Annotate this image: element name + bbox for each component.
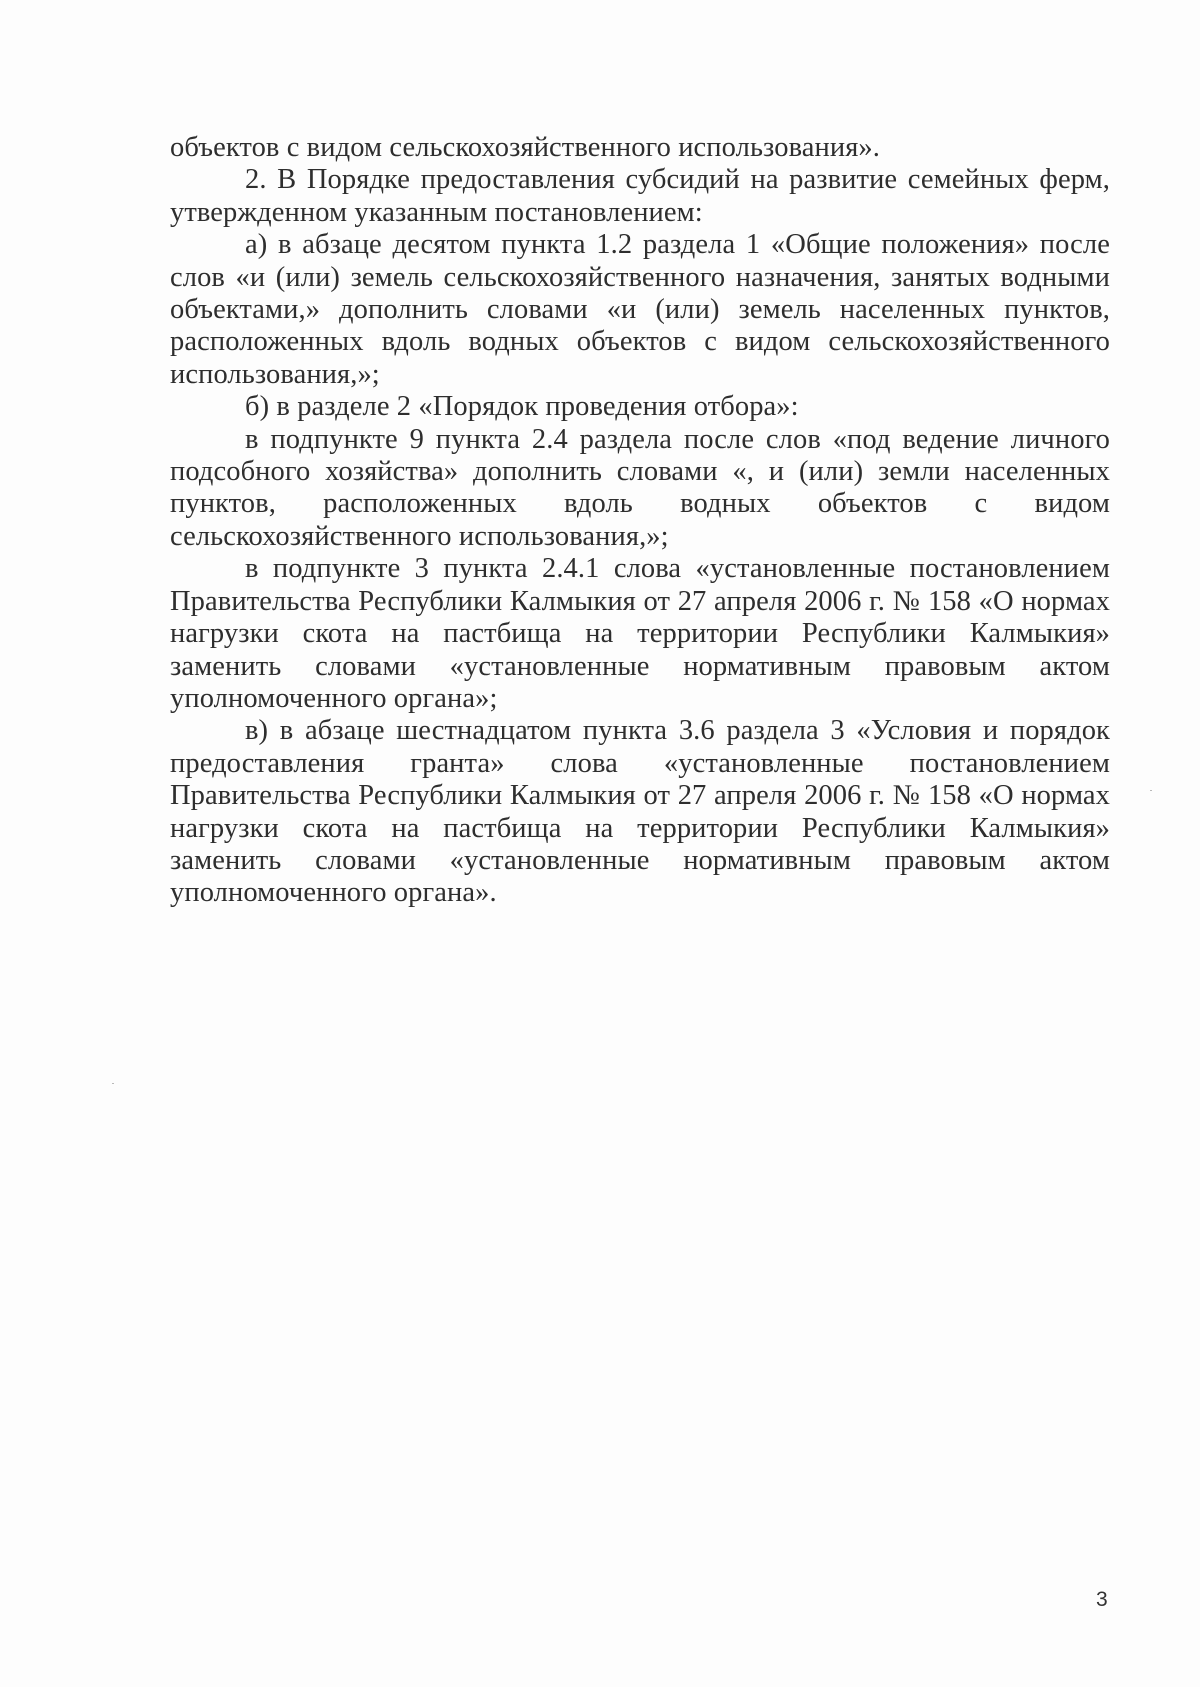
document-body [170,132,1110,910]
paragraph-subitem-v: в) в абзаце шестнадцатом пункта 3.6 раздела 3 «Условия и порядок предоставления гранта» слова «установленные постановлением Правительства Республики Калмыкия от 27 апреля 2006 г. № 158 «О нормах нагрузки скота на пастбища на территории Республики Калмыкия» заменить словами «установленные нормативным правовым актом уполномоченного органа». [170,715,1110,909]
paragraph-subitem-a: а) в абзаце десятом пункта 1.2 раздела 1 «Общие положения» после слов «и (или) земель сельскохозяйственного назначения, занятых водными объектами,» дополнить словами «и (или) земель населенных пунктов, расположенных вдоль водных объектов с видом сельскохозяйственного использования,»; [170,229,1110,390]
paragraph-continuation: объектов с видом сельскохозяйственного использования». [170,132,881,163]
page-number: 3 [1096,1588,1108,1611]
paragraph-subitem-b-clause-2: в подпункте 3 пункта 2.4.1 слова «установленные постановлением Правительства Республики Калмыкия от 27 апреля 2006 г. № 158 «О нормах нагрузки скота на пастбища на территории Республики Калмыкия» заменить словами «установленные нормативным правовым актом уполномоченного органа»; [170,553,1110,714]
paragraph-subitem-b-clause-1: в подпункте 9 пункта 2.4 раздела после слов «под ведение личного подсобного хозяйства» дополнить словами «, и (или) земли населенных пунктов, расположенных вдоль водных объектов с видом сельскохозяйственного использования,»; [170,423,1110,552]
scan-speck [112,1083,114,1084]
paragraph-subitem-b: б) в разделе 2 «Порядок проведения отбора»: [245,391,799,423]
paragraph-item-2: 2. В Порядке предоставления субсидий на развитие семейных ферм, утвержденном указанным постановлением: [170,164,1110,228]
scan-speck [1150,790,1152,791]
